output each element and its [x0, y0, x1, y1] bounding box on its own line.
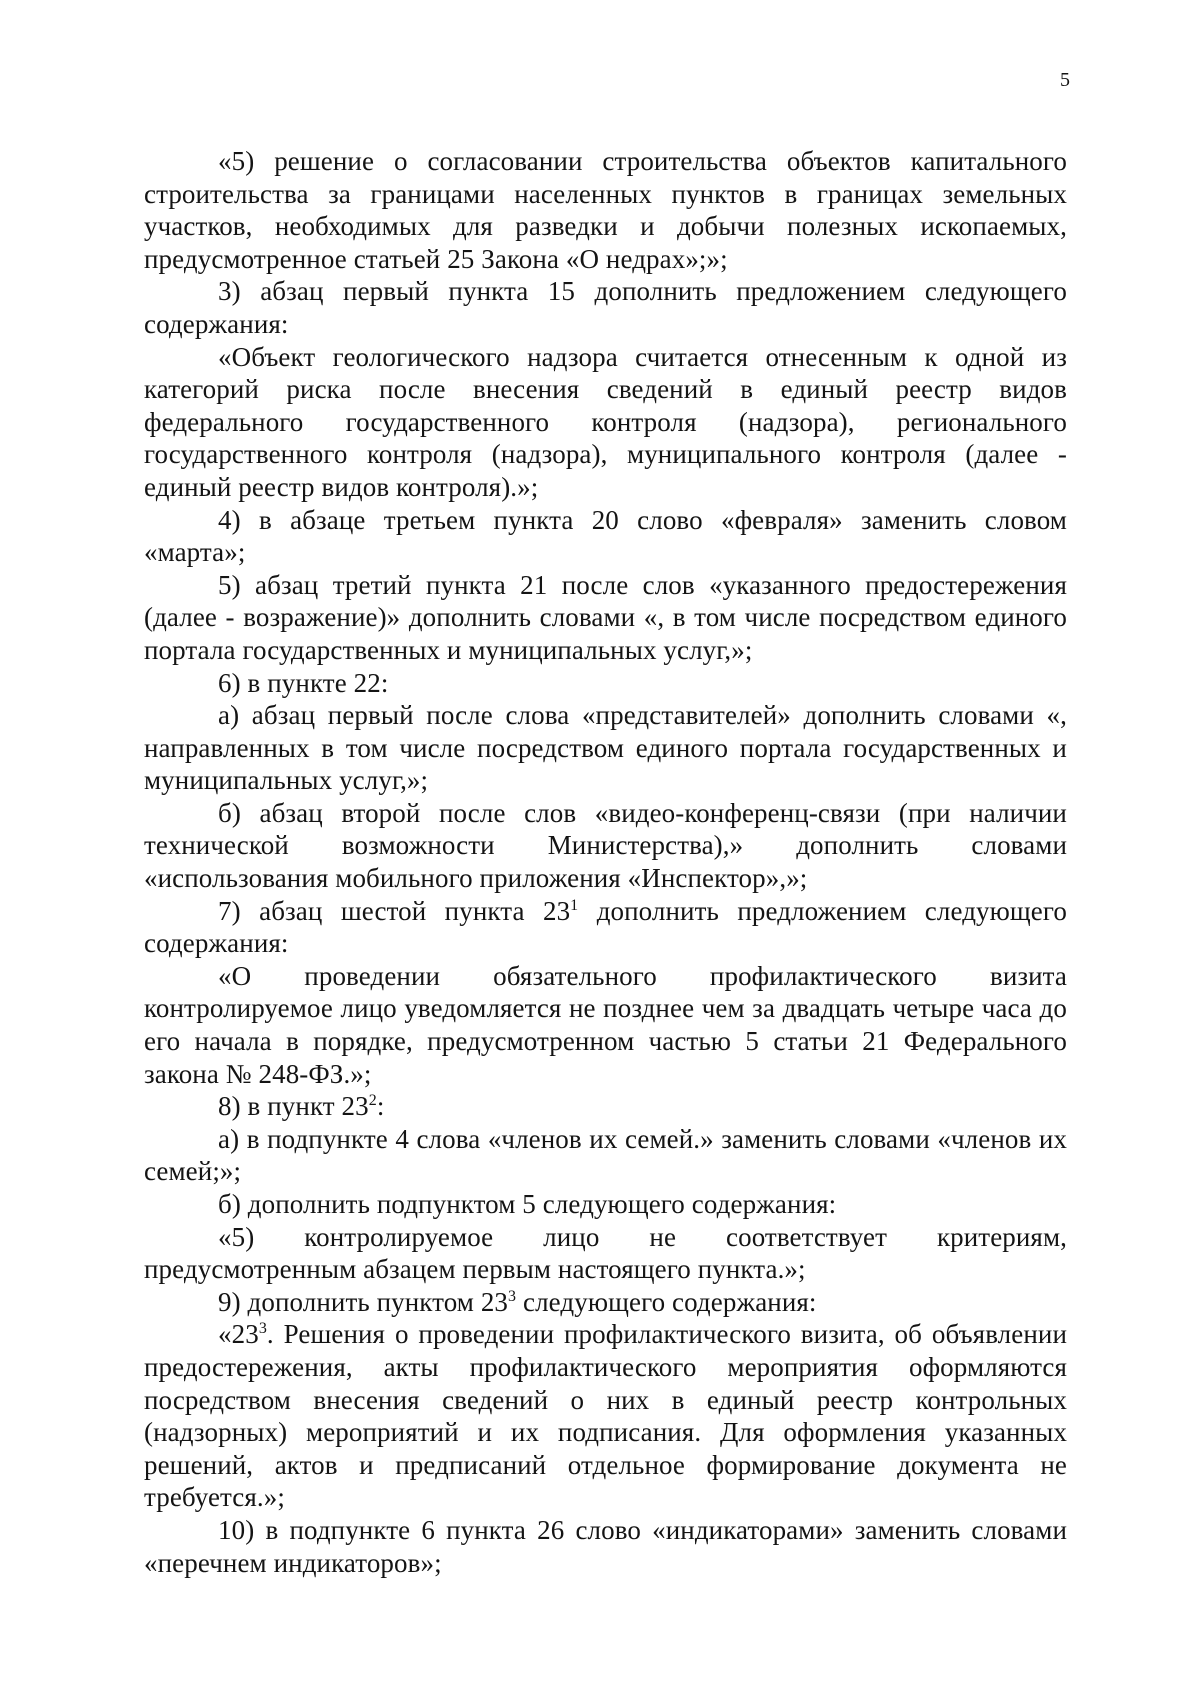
paragraph-text: :: [376, 1091, 385, 1122]
paragraph-text: следующего содержания:: [516, 1286, 817, 1317]
paragraph-p04: [144, 504, 1067, 569]
paragraph-text: . Решения о проведении профилактического визита, об объявлении предостережения, акты профилактического мероприятия оформляются посредством внесения сведений о них в единый реестр контрольных (надзорных) мероприятий и их подписания. Для оформления указанных решений, актов и предписаний отдельное формирование документа не требуется.»;: [144, 1319, 1067, 1513]
page-number: 5: [1060, 69, 1070, 91]
document-body: [144, 145, 1067, 1579]
paragraph-p15: [144, 1286, 1067, 1319]
paragraph-p11: [144, 1090, 1067, 1123]
paragraph-text: 6) в пункте 22:: [218, 667, 389, 698]
paragraph-p10: [144, 960, 1067, 1090]
paragraph-p17: [144, 1514, 1067, 1579]
paragraph-text: «5) решение о согласовании строительства объектов капитального строительства за границами населенных пунктов в границах земельных участков, необходимых для разведки и добычи полезных ископаемых, предусмотренное статьей 25 Закона «О недрах»;»;: [144, 146, 1067, 274]
paragraph-p14: [144, 1221, 1067, 1286]
paragraph-text: 9) дополнить пунктом 23: [218, 1286, 509, 1317]
paragraph-text: дополнить предложением следующего содержания:: [144, 895, 1067, 959]
superscript-index: 3: [508, 1287, 517, 1305]
paragraph-p06: [144, 667, 1067, 700]
paragraph-p07: [144, 699, 1067, 797]
paragraph-text: а) в подпункте 4 слова «членов их семей.» заменить словами «членов их семей;»;: [144, 1123, 1067, 1187]
paragraph-text: 7) абзац шестой пункта 23: [218, 895, 571, 926]
paragraph-p08: [144, 797, 1067, 895]
paragraph-text: «23: [218, 1319, 259, 1350]
paragraph-text: 10) в подпункте 6 пункта 26 слово «индикаторами» заменить словами «перечнем индикаторов»;: [144, 1514, 1067, 1578]
paragraph-p01: [144, 145, 1067, 275]
paragraph-text: 3) абзац первый пункта 15 дополнить предложением следующего содержания:: [144, 276, 1067, 339]
superscript-index: 2: [368, 1092, 377, 1110]
paragraph-p05: [144, 569, 1067, 667]
paragraph-text: б) дополнить подпунктом 5 следующего содержания:: [218, 1189, 837, 1219]
paragraph-p16: [144, 1318, 1067, 1514]
paragraph-text: а) абзац первый после слова «представителей» дополнить словами «, направленных в том числе посредством единого портала государственных и муниципальных услуг,»;: [144, 700, 1067, 796]
paragraph-text: «Объект геологического надзора считается отнесенным к одной из категорий риска после внесения сведений в единый реестр видов федерального государственного контроля (надзора), регионального государственного контроля (надзора), муниципального контроля (далее - единый реестр видов контроля).»;: [144, 341, 1067, 502]
paragraph-text: «О проведении обязательного профилактического визита контролируемое лицо уведомляется не позднее чем за двадцать четыре часа до его начала в порядке, предусмотренном частью 5 статьи 21 Федерального закона № 248-ФЗ.»;: [144, 960, 1067, 1089]
paragraph-p13: [144, 1188, 1067, 1221]
paragraph-text: 4) в абзаце третьем пункта 20 слово «февраля» заменить словом «марта»;: [144, 504, 1067, 568]
paragraph-text: б) абзац второй после слов «видео-конференц-связи (при наличии технической возможности Министерства),» дополнить словами «использования мобильного приложения «Инспектор»,»;: [144, 797, 1067, 894]
paragraph-text: «5) контролируемое лицо не соответствует критериям, предусмотренным абзацем первым настоящего пункта.»;: [144, 1221, 1067, 1285]
paragraph-p12: [144, 1123, 1067, 1188]
superscript-index: 3: [258, 1320, 267, 1338]
paragraph-p09: [144, 895, 1067, 960]
superscript-index: 1: [570, 896, 579, 914]
paragraph-p02: [144, 275, 1067, 340]
paragraph-text: 8) в пункт 23: [218, 1091, 369, 1122]
paragraph-p03: [144, 341, 1067, 504]
paragraph-text: 5) абзац третий пункта 21 после слов «указанного предостережения (далее - возражение)» дополнить словами «, в том числе посредством единого портала государственных и муниципальных услуг,»;: [144, 569, 1067, 665]
